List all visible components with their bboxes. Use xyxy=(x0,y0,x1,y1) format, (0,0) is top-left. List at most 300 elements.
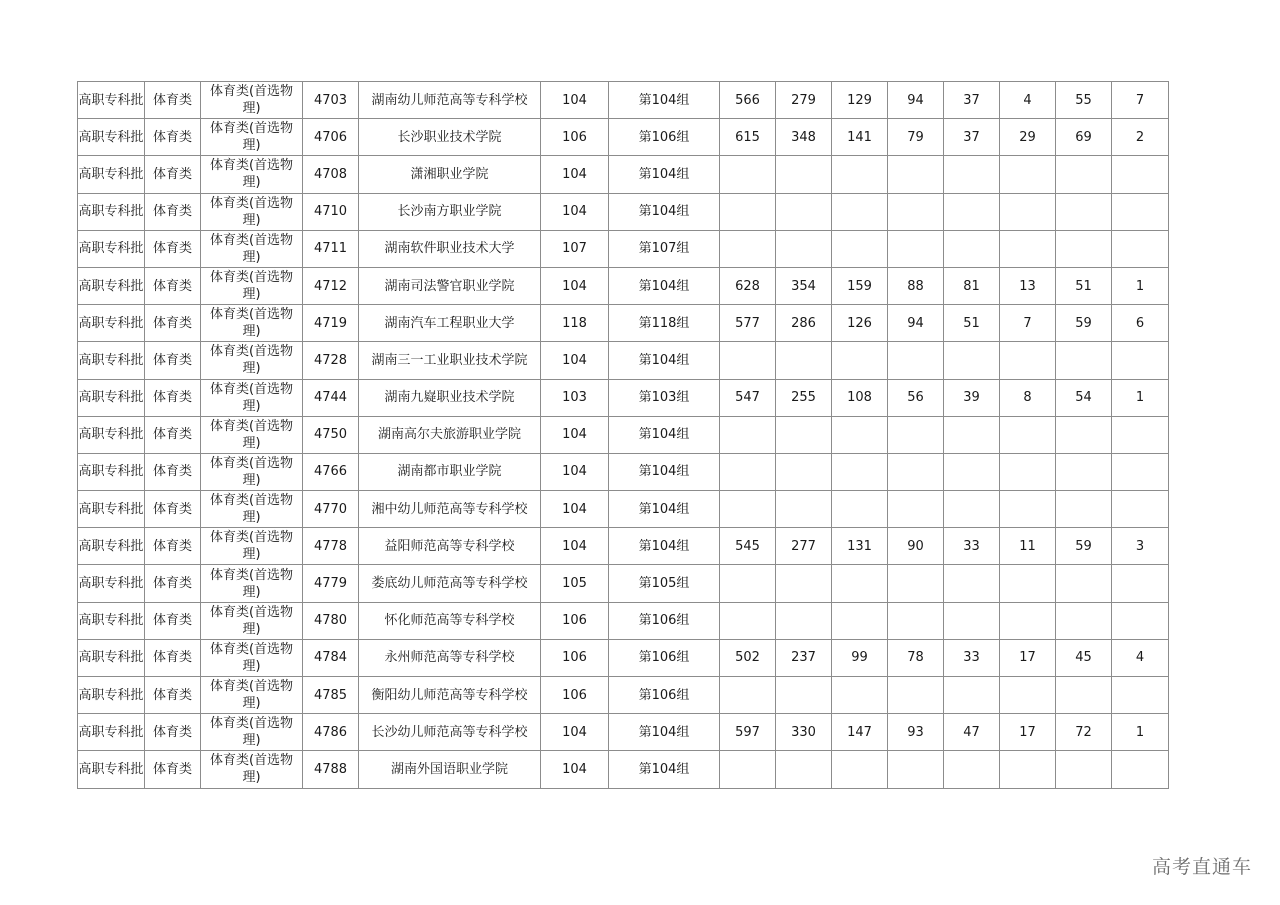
cell-score-8: 1 xyxy=(1112,714,1169,751)
cell-score-4: 79 xyxy=(888,119,944,156)
cell-score-2: 237 xyxy=(776,639,832,676)
cell-category: 体育类 xyxy=(145,267,201,304)
cell-score-2 xyxy=(776,230,832,267)
cell-score-1 xyxy=(720,602,776,639)
cell-subject-group: 体育类(首选物理) xyxy=(201,751,303,788)
cell-category: 体育类 xyxy=(145,305,201,342)
cell-score-8: 6 xyxy=(1112,305,1169,342)
cell-score-4 xyxy=(888,565,944,602)
cell-group-code: 104 xyxy=(541,453,609,490)
cell-school-name: 湖南九嶷职业技术学院 xyxy=(359,379,541,416)
cell-score-3: 141 xyxy=(832,119,888,156)
cell-category: 体育类 xyxy=(145,491,201,528)
cell-group-code: 104 xyxy=(541,416,609,453)
cell-batch: 高职专科批 xyxy=(78,565,145,602)
cell-category: 体育类 xyxy=(145,528,201,565)
cell-score-7 xyxy=(1056,156,1112,193)
cell-school-name: 湖南幼儿师范高等专科学校 xyxy=(359,82,541,119)
cell-group-code: 104 xyxy=(541,342,609,379)
cell-group-code: 105 xyxy=(541,565,609,602)
cell-group-label: 第118组 xyxy=(609,305,720,342)
cell-batch: 高职专科批 xyxy=(78,528,145,565)
cell-score-6 xyxy=(1000,491,1056,528)
cell-score-2 xyxy=(776,491,832,528)
cell-group-label: 第103组 xyxy=(609,379,720,416)
cell-group-code: 106 xyxy=(541,602,609,639)
cell-school-name: 湖南三一工业职业技术学院 xyxy=(359,342,541,379)
cell-score-2: 330 xyxy=(776,714,832,751)
cell-score-7: 69 xyxy=(1056,119,1112,156)
cell-school-code: 4744 xyxy=(303,379,359,416)
cell-score-6 xyxy=(1000,453,1056,490)
cell-score-5: 37 xyxy=(944,119,1000,156)
cell-school-code: 4703 xyxy=(303,82,359,119)
cell-school-code: 4712 xyxy=(303,267,359,304)
cell-score-4 xyxy=(888,156,944,193)
cell-score-5 xyxy=(944,416,1000,453)
cell-batch: 高职专科批 xyxy=(78,156,145,193)
cell-subject-group: 体育类(首选物理) xyxy=(201,156,303,193)
cell-school-name: 永州师范高等专科学校 xyxy=(359,639,541,676)
cell-score-2 xyxy=(776,342,832,379)
cell-score-8: 7 xyxy=(1112,82,1169,119)
cell-group-label: 第104组 xyxy=(609,416,720,453)
cell-subject-group: 体育类(首选物理) xyxy=(201,714,303,751)
cell-score-1: 566 xyxy=(720,82,776,119)
cell-group-code: 104 xyxy=(541,491,609,528)
cell-school-code: 4728 xyxy=(303,342,359,379)
cell-score-1 xyxy=(720,156,776,193)
cell-school-name: 湖南软件职业技术大学 xyxy=(359,230,541,267)
cell-score-8 xyxy=(1112,342,1169,379)
cell-score-3 xyxy=(832,453,888,490)
cell-score-3 xyxy=(832,156,888,193)
cell-score-8 xyxy=(1112,156,1169,193)
cell-score-2 xyxy=(776,602,832,639)
cell-score-4: 78 xyxy=(888,639,944,676)
cell-score-2 xyxy=(776,453,832,490)
cell-school-name: 湖南司法警官职业学院 xyxy=(359,267,541,304)
cell-score-6 xyxy=(1000,342,1056,379)
cell-score-5 xyxy=(944,491,1000,528)
cell-score-7 xyxy=(1056,751,1112,788)
cell-score-1: 547 xyxy=(720,379,776,416)
table-row xyxy=(78,639,1169,676)
cell-score-1 xyxy=(720,342,776,379)
cell-score-7: 59 xyxy=(1056,305,1112,342)
cell-score-1: 615 xyxy=(720,119,776,156)
cell-score-1: 628 xyxy=(720,267,776,304)
cell-school-code: 4708 xyxy=(303,156,359,193)
cell-score-5: 47 xyxy=(944,714,1000,751)
cell-score-4: 94 xyxy=(888,82,944,119)
cell-score-3 xyxy=(832,342,888,379)
cell-subject-group: 体育类(首选物理) xyxy=(201,416,303,453)
cell-score-6: 13 xyxy=(1000,267,1056,304)
cell-score-5 xyxy=(944,342,1000,379)
cell-batch: 高职专科批 xyxy=(78,119,145,156)
cell-score-3: 129 xyxy=(832,82,888,119)
cell-score-3 xyxy=(832,491,888,528)
table-row xyxy=(78,714,1169,751)
cell-score-4 xyxy=(888,751,944,788)
cell-score-5: 51 xyxy=(944,305,1000,342)
cell-score-8 xyxy=(1112,677,1169,714)
cell-school-name: 湖南高尔夫旅游职业学院 xyxy=(359,416,541,453)
cell-score-8 xyxy=(1112,565,1169,602)
cell-school-code: 4706 xyxy=(303,119,359,156)
cell-batch: 高职专科批 xyxy=(78,491,145,528)
cell-score-8 xyxy=(1112,491,1169,528)
table-row xyxy=(78,491,1169,528)
cell-score-1 xyxy=(720,491,776,528)
cell-category: 体育类 xyxy=(145,714,201,751)
cell-school-code: 4780 xyxy=(303,602,359,639)
cell-batch: 高职专科批 xyxy=(78,416,145,453)
table-row xyxy=(78,602,1169,639)
cell-group-code: 104 xyxy=(541,156,609,193)
cell-group-label: 第104组 xyxy=(609,193,720,230)
cell-score-2 xyxy=(776,416,832,453)
cell-score-4 xyxy=(888,342,944,379)
cell-category: 体育类 xyxy=(145,639,201,676)
cell-group-label: 第106组 xyxy=(609,602,720,639)
cell-group-label: 第104组 xyxy=(609,156,720,193)
cell-score-8: 1 xyxy=(1112,379,1169,416)
cell-batch: 高职专科批 xyxy=(78,751,145,788)
cell-score-7 xyxy=(1056,193,1112,230)
cell-score-3: 131 xyxy=(832,528,888,565)
cell-score-8: 3 xyxy=(1112,528,1169,565)
cell-subject-group: 体育类(首选物理) xyxy=(201,82,303,119)
cell-subject-group: 体育类(首选物理) xyxy=(201,639,303,676)
cell-school-name: 益阳师范高等专科学校 xyxy=(359,528,541,565)
cell-group-code: 106 xyxy=(541,677,609,714)
cell-school-name: 衡阳幼儿师范高等专科学校 xyxy=(359,677,541,714)
cell-batch: 高职专科批 xyxy=(78,714,145,751)
cell-score-5: 33 xyxy=(944,639,1000,676)
table-row xyxy=(78,677,1169,714)
cell-score-8 xyxy=(1112,193,1169,230)
cell-score-4: 93 xyxy=(888,714,944,751)
cell-group-label: 第106组 xyxy=(609,119,720,156)
cell-school-name: 怀化师范高等专科学校 xyxy=(359,602,541,639)
cell-category: 体育类 xyxy=(145,342,201,379)
cell-score-1: 597 xyxy=(720,714,776,751)
cell-group-code: 104 xyxy=(541,714,609,751)
cell-category: 体育类 xyxy=(145,602,201,639)
cell-score-7: 45 xyxy=(1056,639,1112,676)
cell-batch: 高职专科批 xyxy=(78,230,145,267)
cell-score-1 xyxy=(720,677,776,714)
cell-score-4: 56 xyxy=(888,379,944,416)
cell-school-code: 4786 xyxy=(303,714,359,751)
cell-score-2: 277 xyxy=(776,528,832,565)
cell-score-3 xyxy=(832,751,888,788)
cell-score-3: 159 xyxy=(832,267,888,304)
cell-score-4: 94 xyxy=(888,305,944,342)
cell-subject-group: 体育类(首选物理) xyxy=(201,379,303,416)
table-row xyxy=(78,751,1169,788)
cell-school-code: 4770 xyxy=(303,491,359,528)
cell-score-8: 4 xyxy=(1112,639,1169,676)
cell-score-8: 1 xyxy=(1112,267,1169,304)
table-row xyxy=(78,416,1169,453)
cell-score-2: 286 xyxy=(776,305,832,342)
cell-school-name: 湖南都市职业学院 xyxy=(359,453,541,490)
cell-score-2: 354 xyxy=(776,267,832,304)
cell-score-5 xyxy=(944,602,1000,639)
cell-category: 体育类 xyxy=(145,82,201,119)
cell-score-8 xyxy=(1112,230,1169,267)
cell-score-5 xyxy=(944,453,1000,490)
cell-score-3 xyxy=(832,416,888,453)
admission-score-table xyxy=(77,81,1169,789)
cell-subject-group: 体育类(首选物理) xyxy=(201,119,303,156)
cell-score-3: 147 xyxy=(832,714,888,751)
cell-school-code: 4710 xyxy=(303,193,359,230)
table-row xyxy=(78,267,1169,304)
cell-batch: 高职专科批 xyxy=(78,82,145,119)
cell-score-5: 33 xyxy=(944,528,1000,565)
cell-group-label: 第106组 xyxy=(609,639,720,676)
cell-score-2 xyxy=(776,751,832,788)
cell-score-7 xyxy=(1056,677,1112,714)
cell-score-3 xyxy=(832,602,888,639)
cell-group-label: 第104组 xyxy=(609,342,720,379)
cell-school-name: 长沙南方职业学院 xyxy=(359,193,541,230)
cell-score-6 xyxy=(1000,193,1056,230)
cell-category: 体育类 xyxy=(145,193,201,230)
cell-batch: 高职专科批 xyxy=(78,453,145,490)
table-row xyxy=(78,193,1169,230)
cell-school-code: 4784 xyxy=(303,639,359,676)
cell-score-5: 37 xyxy=(944,82,1000,119)
cell-score-1 xyxy=(720,751,776,788)
cell-subject-group: 体育类(首选物理) xyxy=(201,602,303,639)
cell-batch: 高职专科批 xyxy=(78,305,145,342)
cell-score-4 xyxy=(888,230,944,267)
cell-score-8: 2 xyxy=(1112,119,1169,156)
cell-category: 体育类 xyxy=(145,751,201,788)
cell-score-5 xyxy=(944,565,1000,602)
cell-score-1: 577 xyxy=(720,305,776,342)
cell-school-name: 湖南汽车工程职业大学 xyxy=(359,305,541,342)
cell-group-code: 106 xyxy=(541,639,609,676)
cell-score-4 xyxy=(888,193,944,230)
cell-score-8 xyxy=(1112,453,1169,490)
table-row xyxy=(78,82,1169,119)
table-row xyxy=(78,119,1169,156)
cell-score-2 xyxy=(776,565,832,602)
cell-score-7 xyxy=(1056,491,1112,528)
cell-score-6: 11 xyxy=(1000,528,1056,565)
cell-group-label: 第104组 xyxy=(609,714,720,751)
cell-score-7 xyxy=(1056,565,1112,602)
cell-score-7 xyxy=(1056,230,1112,267)
cell-score-1 xyxy=(720,230,776,267)
cell-score-6 xyxy=(1000,156,1056,193)
cell-score-2 xyxy=(776,156,832,193)
cell-category: 体育类 xyxy=(145,230,201,267)
cell-score-7 xyxy=(1056,602,1112,639)
cell-group-label: 第104组 xyxy=(609,528,720,565)
cell-batch: 高职专科批 xyxy=(78,379,145,416)
cell-group-code: 104 xyxy=(541,528,609,565)
table-row xyxy=(78,528,1169,565)
cell-group-code: 118 xyxy=(541,305,609,342)
cell-group-label: 第104组 xyxy=(609,751,720,788)
cell-score-7: 59 xyxy=(1056,528,1112,565)
cell-score-5 xyxy=(944,230,1000,267)
cell-score-6 xyxy=(1000,230,1056,267)
cell-school-name: 湘中幼儿师范高等专科学校 xyxy=(359,491,541,528)
cell-score-3: 126 xyxy=(832,305,888,342)
cell-category: 体育类 xyxy=(145,156,201,193)
cell-score-4: 88 xyxy=(888,267,944,304)
cell-subject-group: 体育类(首选物理) xyxy=(201,267,303,304)
cell-score-3 xyxy=(832,677,888,714)
table-row xyxy=(78,565,1169,602)
cell-school-code: 4785 xyxy=(303,677,359,714)
cell-score-1 xyxy=(720,416,776,453)
cell-score-6 xyxy=(1000,751,1056,788)
cell-subject-group: 体育类(首选物理) xyxy=(201,230,303,267)
cell-batch: 高职专科批 xyxy=(78,193,145,230)
cell-score-1: 502 xyxy=(720,639,776,676)
cell-score-4 xyxy=(888,416,944,453)
table-body xyxy=(78,82,1169,789)
cell-batch: 高职专科批 xyxy=(78,602,145,639)
cell-score-7 xyxy=(1056,342,1112,379)
cell-score-2: 255 xyxy=(776,379,832,416)
cell-group-label: 第104组 xyxy=(609,267,720,304)
cell-score-4 xyxy=(888,453,944,490)
table-row xyxy=(78,379,1169,416)
cell-score-1 xyxy=(720,193,776,230)
cell-subject-group: 体育类(首选物理) xyxy=(201,453,303,490)
cell-subject-group: 体育类(首选物理) xyxy=(201,677,303,714)
cell-score-6 xyxy=(1000,677,1056,714)
cell-score-3 xyxy=(832,230,888,267)
cell-category: 体育类 xyxy=(145,379,201,416)
cell-group-code: 104 xyxy=(541,267,609,304)
cell-school-name: 湖南外国语职业学院 xyxy=(359,751,541,788)
cell-category: 体育类 xyxy=(145,677,201,714)
cell-subject-group: 体育类(首选物理) xyxy=(201,565,303,602)
cell-score-6: 17 xyxy=(1000,639,1056,676)
cell-score-2 xyxy=(776,193,832,230)
cell-subject-group: 体育类(首选物理) xyxy=(201,491,303,528)
cell-group-label: 第105组 xyxy=(609,565,720,602)
cell-score-1 xyxy=(720,453,776,490)
cell-score-5 xyxy=(944,156,1000,193)
cell-school-code: 4778 xyxy=(303,528,359,565)
cell-batch: 高职专科批 xyxy=(78,677,145,714)
cell-score-5 xyxy=(944,751,1000,788)
cell-school-name: 长沙职业技术学院 xyxy=(359,119,541,156)
cell-school-code: 4719 xyxy=(303,305,359,342)
cell-score-7: 54 xyxy=(1056,379,1112,416)
cell-score-7: 72 xyxy=(1056,714,1112,751)
cell-score-2: 279 xyxy=(776,82,832,119)
cell-score-7 xyxy=(1056,416,1112,453)
table-row xyxy=(78,453,1169,490)
cell-school-code: 4788 xyxy=(303,751,359,788)
table-row xyxy=(78,305,1169,342)
cell-subject-group: 体育类(首选物理) xyxy=(201,528,303,565)
cell-group-code: 104 xyxy=(541,751,609,788)
cell-score-7 xyxy=(1056,453,1112,490)
cell-subject-group: 体育类(首选物理) xyxy=(201,305,303,342)
cell-score-3 xyxy=(832,193,888,230)
cell-school-code: 4779 xyxy=(303,565,359,602)
cell-score-5 xyxy=(944,677,1000,714)
cell-group-label: 第104组 xyxy=(609,82,720,119)
cell-score-6: 4 xyxy=(1000,82,1056,119)
cell-score-5 xyxy=(944,193,1000,230)
cell-score-5: 81 xyxy=(944,267,1000,304)
cell-batch: 高职专科批 xyxy=(78,342,145,379)
cell-score-1: 545 xyxy=(720,528,776,565)
cell-score-6: 7 xyxy=(1000,305,1056,342)
cell-subject-group: 体育类(首选物理) xyxy=(201,193,303,230)
cell-score-6 xyxy=(1000,565,1056,602)
cell-score-2: 348 xyxy=(776,119,832,156)
cell-score-6 xyxy=(1000,416,1056,453)
cell-school-code: 4711 xyxy=(303,230,359,267)
cell-school-name: 娄底幼儿师范高等专科学校 xyxy=(359,565,541,602)
cell-school-name: 长沙幼儿师范高等专科学校 xyxy=(359,714,541,751)
cell-score-8 xyxy=(1112,751,1169,788)
table-row xyxy=(78,230,1169,267)
cell-score-3 xyxy=(832,565,888,602)
cell-score-2 xyxy=(776,677,832,714)
cell-score-6: 17 xyxy=(1000,714,1056,751)
cell-score-4: 90 xyxy=(888,528,944,565)
cell-score-1 xyxy=(720,565,776,602)
cell-category: 体育类 xyxy=(145,453,201,490)
cell-group-code: 106 xyxy=(541,119,609,156)
cell-group-label: 第104组 xyxy=(609,491,720,528)
cell-score-6: 29 xyxy=(1000,119,1056,156)
cell-batch: 高职专科批 xyxy=(78,639,145,676)
cell-school-code: 4750 xyxy=(303,416,359,453)
cell-score-5: 39 xyxy=(944,379,1000,416)
cell-score-4 xyxy=(888,677,944,714)
cell-batch: 高职专科批 xyxy=(78,267,145,304)
cell-category: 体育类 xyxy=(145,416,201,453)
cell-group-code: 104 xyxy=(541,82,609,119)
cell-score-6: 8 xyxy=(1000,379,1056,416)
cell-score-7: 51 xyxy=(1056,267,1112,304)
cell-school-code: 4766 xyxy=(303,453,359,490)
cell-subject-group: 体育类(首选物理) xyxy=(201,342,303,379)
cell-score-3: 99 xyxy=(832,639,888,676)
cell-score-4 xyxy=(888,491,944,528)
cell-score-8 xyxy=(1112,416,1169,453)
cell-group-code: 107 xyxy=(541,230,609,267)
cell-score-7: 55 xyxy=(1056,82,1112,119)
cell-score-6 xyxy=(1000,602,1056,639)
cell-category: 体育类 xyxy=(145,565,201,602)
cell-school-name: 潇湘职业学院 xyxy=(359,156,541,193)
cell-category: 体育类 xyxy=(145,119,201,156)
cell-group-label: 第104组 xyxy=(609,453,720,490)
watermark-text: 高考直通车 xyxy=(1151,856,1252,878)
cell-score-3: 108 xyxy=(832,379,888,416)
cell-group-code: 103 xyxy=(541,379,609,416)
